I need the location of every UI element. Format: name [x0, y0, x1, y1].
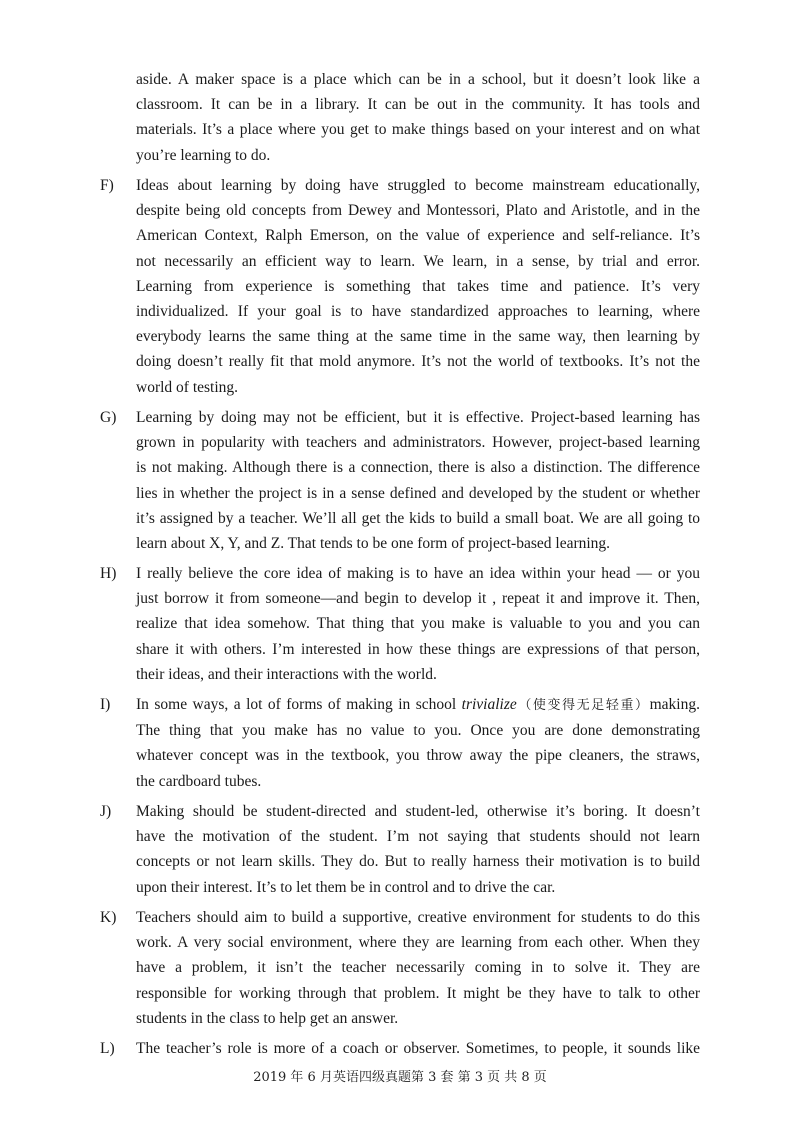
paragraph-body	[136, 173, 700, 400]
text-line: have a problem, it isn’t the teacher necessarily coming in to solve it. They are	[136, 959, 700, 977]
paragraph-body	[136, 1036, 700, 1061]
paragraph-g	[100, 405, 700, 556]
text-line: aside. A maker space is a place which can be in a school, but it doesn’t look like a	[136, 71, 700, 88]
text-line: classroom. It can be in a library. It can be out in the community. It has tools and	[136, 96, 700, 114]
text-line: Learning by doing may not be efficient, but it is effective. Project-based learning has	[136, 409, 700, 426]
text-line: responsible for working through that problem. It might be they have to talk to other	[136, 984, 700, 1002]
paragraph-marker: H)	[100, 565, 117, 582]
text-line: not necessarily an efficient way to learn. We learn, in a sense, by trial and error.	[136, 252, 700, 270]
paragraph-j	[100, 799, 700, 900]
paragraph-marker: L)	[100, 1040, 115, 1057]
paragraph-marker: G)	[100, 409, 117, 426]
paragraph-l	[100, 1036, 700, 1061]
text-line: everybody learns the same thing at the same time in the same way, then learning by	[136, 328, 700, 346]
text-line: Learning from experience is something that takes time and patience. It’s very	[136, 277, 700, 295]
text-line: concepts or not learn skills. They do. But to really harness their motivation is to build	[136, 853, 700, 871]
paragraph-body	[136, 799, 700, 900]
paragraph-body	[136, 67, 700, 168]
paragraph-h	[100, 561, 700, 687]
text-line: doing doesn’t really fit that mold anymore. It’s not the world of textbooks. It’s not the	[136, 353, 700, 371]
text-line: realize that idea somehow. That thing that you make is valuable to you and you can	[136, 615, 700, 633]
text-line: In some ways, a lot of forms of making in school trivialize（使变得无足轻重）making.	[136, 696, 700, 713]
text-line: Teachers should aim to build a supportive, creative environment for students to do this	[136, 909, 700, 926]
paragraph-body	[136, 905, 700, 1031]
paragraph-marker: F)	[100, 177, 114, 194]
paragraph-f	[100, 173, 700, 400]
text-line: just borrow it from someone—and begin to develop it , repeat it and improve it. Then,	[136, 590, 700, 608]
text-line: students in the class to help get an answer.	[136, 1009, 399, 1027]
text-line: I really believe the core idea of making is to have an idea within your head — or you	[136, 565, 700, 582]
text-line: you’re learning to do.	[136, 146, 271, 164]
text-line: lies in whether the project is in a sense defined and developed by the student or whether	[136, 484, 700, 502]
text-line: learn about X, Y, and Z. That tends to be one form of project-based learning.	[136, 535, 611, 553]
paragraph-marker: K)	[100, 909, 117, 926]
text-line: the cardboard tubes.	[136, 772, 262, 790]
text-line: share it with others. I’m interested in how these things are expressions of that person,	[136, 640, 700, 658]
paragraph-body	[136, 561, 700, 687]
text-line: upon their interest. It’s to let them be in control and to drive the car.	[136, 878, 556, 896]
text-line: world of testing.	[136, 378, 239, 396]
text-line: Making should be student-directed and student-led, otherwise it’s boring. It doesn’t	[136, 803, 700, 820]
text-line: work. A very social environment, where they are learning from each other. When they	[136, 934, 700, 952]
text-line: have the motivation of the student. I’m not saying that students should not learn	[136, 828, 700, 846]
text-line: The teacher’s role is more of a coach or observer. Sometimes, to people, it sounds like	[136, 1040, 700, 1057]
text-line: is not making. Although there is a connection, there is also a distinction. The difference	[136, 459, 700, 477]
text-line: their ideas, and their interactions with the world.	[136, 665, 437, 683]
text-line: whatever concept was in the textbook, you throw away the pipe cleaners, the straws,	[136, 747, 700, 765]
text-line: materials. It’s a place where you get to make things based on your interest and on what	[136, 121, 700, 139]
paragraph-k	[100, 905, 700, 1031]
paragraph-body	[136, 692, 700, 794]
paragraph-i	[100, 692, 700, 794]
text-line: American Context, Ralph Emerson, on the value of experience and self-reliance. It’s	[136, 227, 700, 245]
text-line: despite being old concepts from Dewey and Montessori, Plato and Aristotle, and in the	[136, 202, 700, 220]
text-line: grown in popularity with teachers and administrators. However, project-based learning	[136, 434, 700, 452]
page-footer: 2019 年 6 月英语四级真题第 3 套 第 3 页 共 8 页	[253, 1070, 547, 1085]
text-line: it’s assigned by a teacher. We’ll all get the kids to build a small boat. We are all going to	[136, 509, 700, 527]
text-line: individualized. If your goal is to have standardized approaches to learning, where	[136, 303, 700, 321]
paragraph-continuation	[100, 67, 700, 168]
paragraph-marker: I)	[100, 696, 111, 713]
text-line: The thing that you make has no value to you. Once you are done demonstrating	[136, 722, 700, 740]
text-line: Ideas about learning by doing have struggled to become mainstream educationally,	[136, 177, 700, 194]
paragraph-marker: J)	[100, 803, 112, 820]
paragraph-body	[136, 405, 700, 556]
